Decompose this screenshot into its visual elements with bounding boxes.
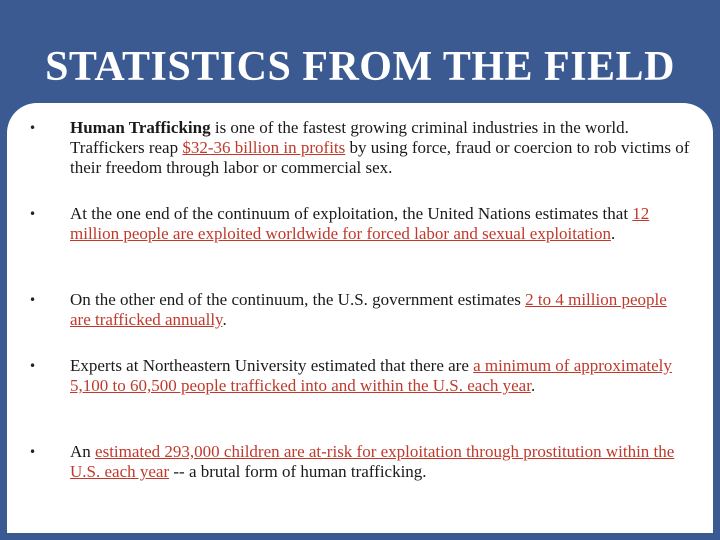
bullet-bold-term: Human Trafficking <box>70 118 211 137</box>
bullet-dot-icon: • <box>29 207 37 221</box>
bullet-highlight: estimated 293,000 children are at-risk for exploitation through prostitution within the U.S. each year <box>70 442 675 481</box>
bullet-text <box>70 356 690 396</box>
slide-title: STATISTICS FROM THE FIELD <box>45 44 675 91</box>
bullet-text <box>70 204 690 244</box>
bullet-highlight: a minimum of approximately 5,100 to 60,500 people trafficked into and within the U.S. each year <box>70 356 672 395</box>
bullet-dot-icon: • <box>29 445 37 459</box>
bullet-dot-icon: • <box>29 359 37 373</box>
bullet-text-post: by using force, fraud or coercion to rob victims of their freedom through labor or commercial sex. <box>70 138 690 177</box>
bullet-dot-icon: • <box>29 121 37 135</box>
bullet-text-post: . <box>611 224 616 243</box>
bullet-text-pre: At the one end of the continuum of exploitation, the United Nations estimates that <box>70 204 633 223</box>
bullet-text <box>70 290 690 330</box>
content-panel <box>7 103 713 533</box>
bullet-dot-icon: • <box>29 293 37 307</box>
bullet-text-pre: Experts at Northeastern University estimated that there are <box>70 356 474 375</box>
bullet-text-post: . <box>530 376 536 395</box>
bullet-highlight: 12 million people are exploited worldwide for forced labor and sexual exploitation <box>70 204 650 243</box>
bullet-text-post: . <box>222 310 227 329</box>
bullet-text-pre: On the other end of the continuum, the U.S. government estimates <box>70 290 526 309</box>
bullet-highlight: $32-36 billion in profits <box>182 138 346 157</box>
bullet-text <box>70 118 690 178</box>
bullet-text <box>70 442 690 482</box>
bullet-highlight: 2 to 4 million people are trafficked annually <box>70 290 667 329</box>
bullet-text-pre: is one of the fastest growing criminal industries in the world. Traffickers reap <box>70 118 629 157</box>
bullet-text-pre: An <box>70 442 96 461</box>
bullet-text-post: -- a brutal form of human trafficking. <box>169 462 427 481</box>
